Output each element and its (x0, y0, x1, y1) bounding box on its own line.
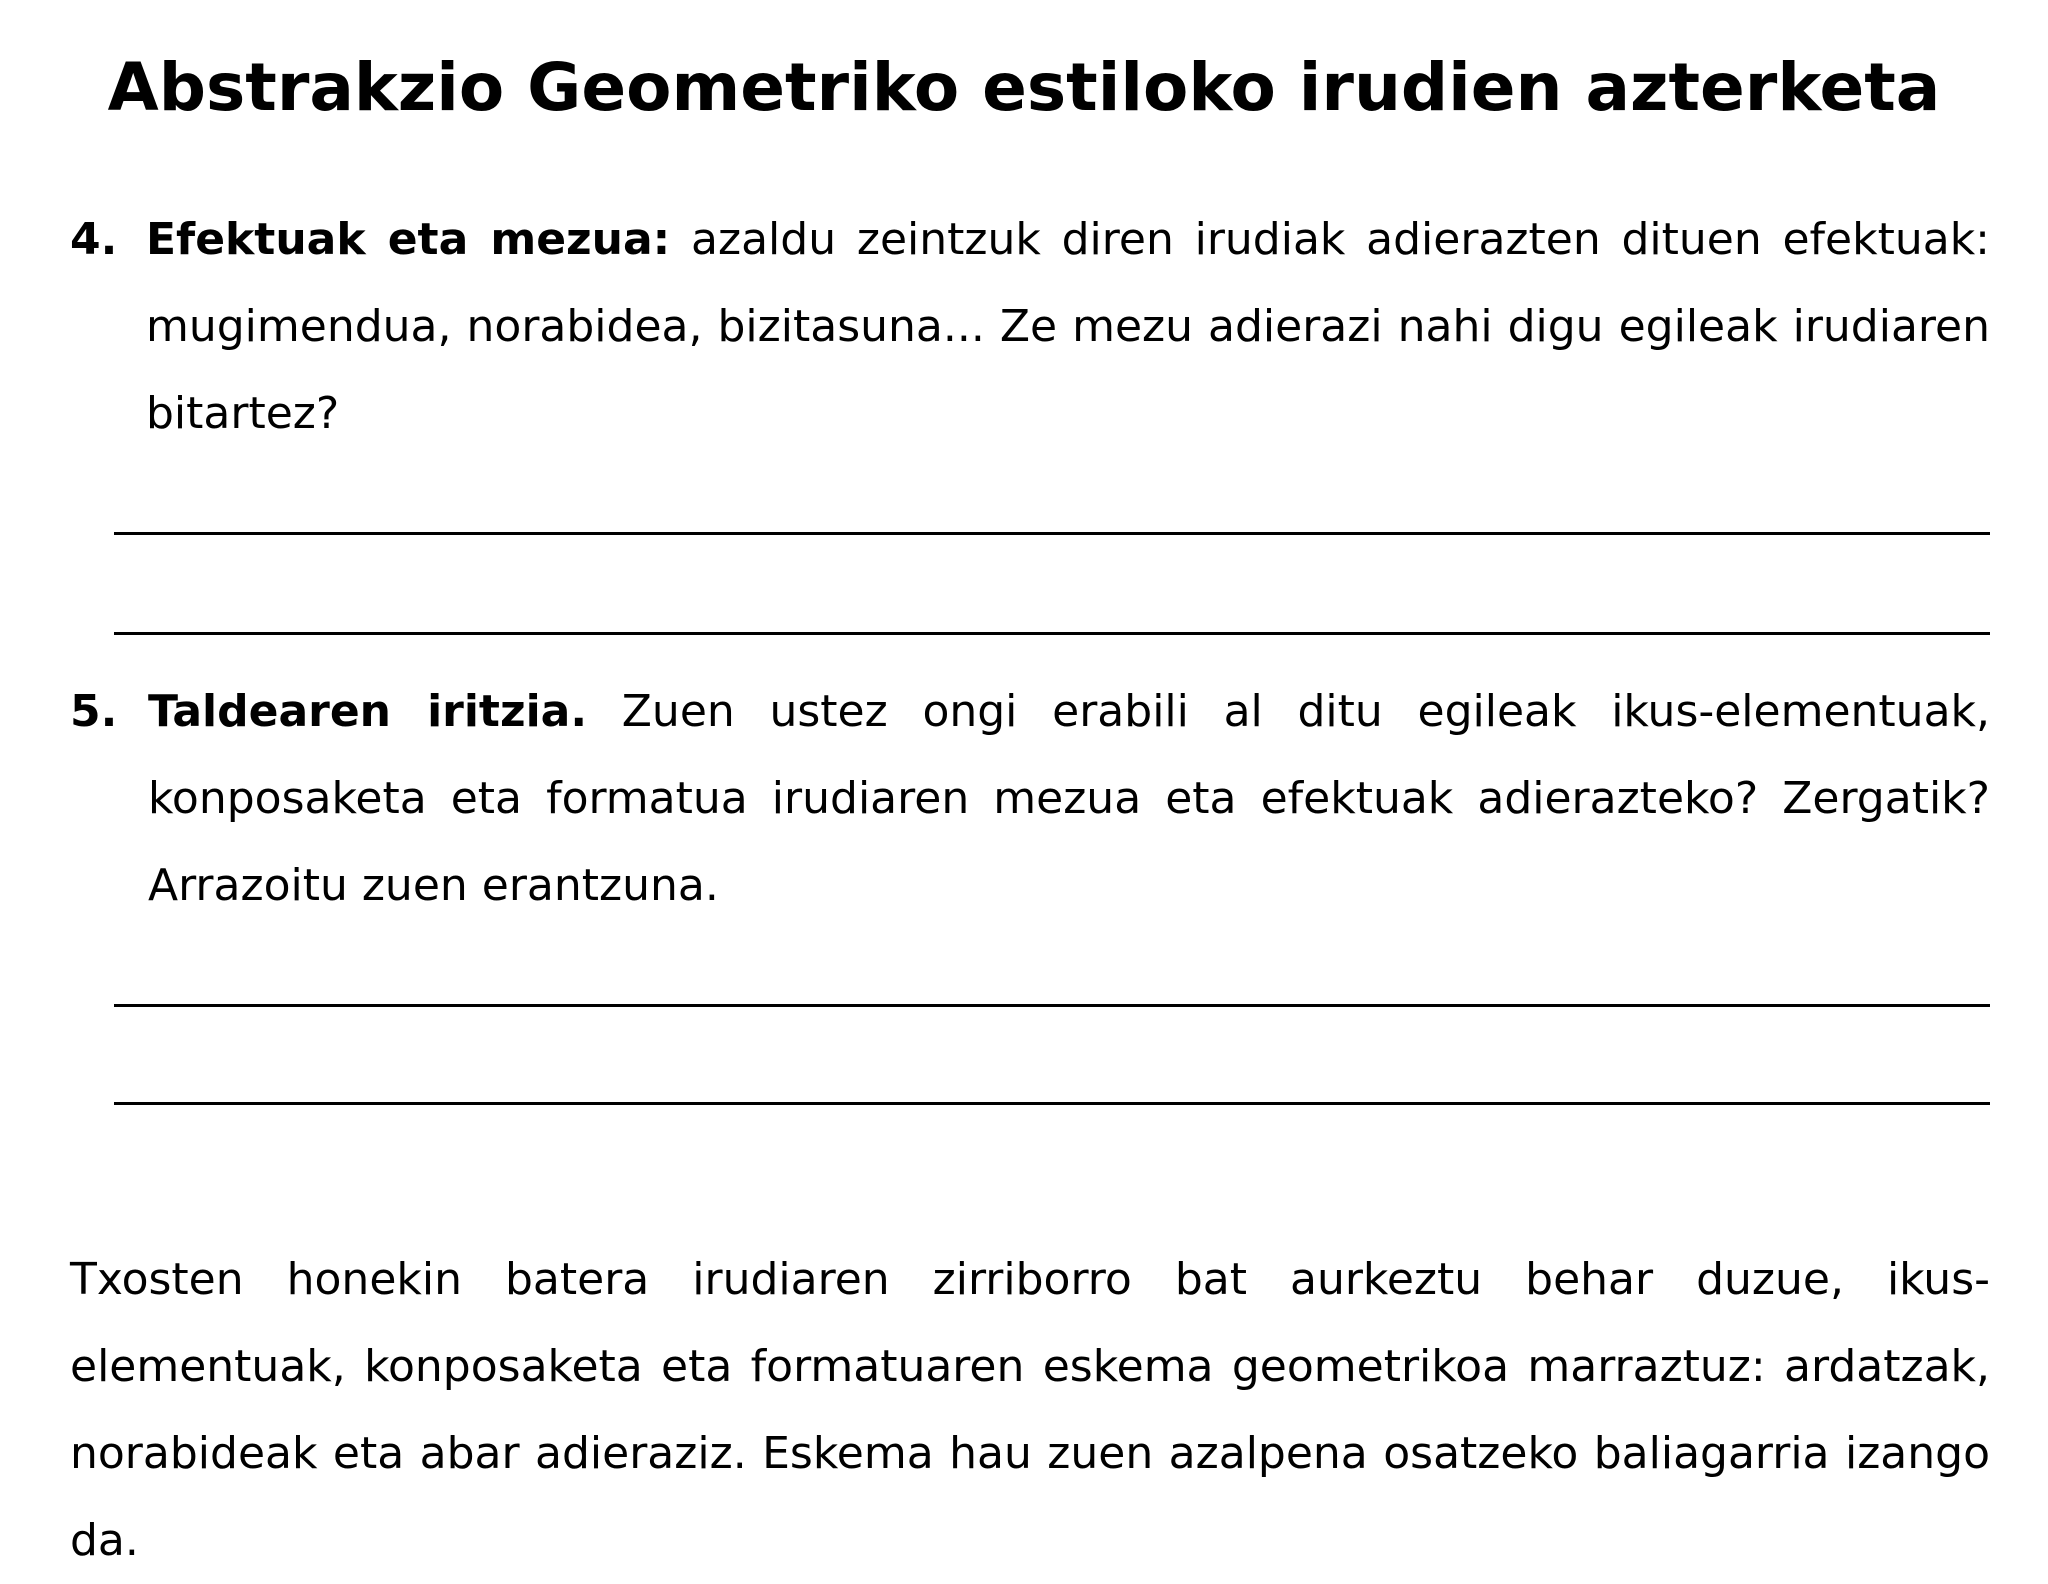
footer-instructions: Txosten honekin batera irudiaren zirriborro bat aurkeztu behar duzue, ikus-elementuak, konposaketa eta formatuaren eskema geometrikoa marraztuz: ardatzak, norabideak eta abar adieraziz. Eskema hau zuen azalpena osatzeko baliagarria izango da. (70, 1254, 1990, 1566)
question-number: 5. (70, 686, 118, 737)
question-number: 4. (70, 214, 118, 265)
question-5 (70, 668, 1990, 929)
question-text: Zuen ustez ongi erabili al ditu egileak ikus-elementuak, konposaketa eta formatua irudiaren mezua eta efektuak adierazteko? Zergatik? Arrazoitu zuen erantzuna. (148, 686, 1990, 911)
answer-line[interactable] (114, 532, 1990, 535)
question-text: azaldu zeintzuk diren irudiak adierazten dituen efektuak: mugimendua, norabidea, bizitasuna... Ze mezu adierazi nahi digu egileak irudiaren bitartez? (146, 214, 1990, 439)
question-body (146, 196, 1990, 457)
question-heading: Taldearen iritzia. (148, 686, 588, 737)
question-4 (70, 196, 1990, 457)
page-title: Abstrakzio Geometriko estiloko irudien azterketa (107, 49, 1941, 126)
question-heading: Efektuak eta mezua: (146, 214, 671, 265)
answer-line[interactable] (114, 1102, 1990, 1105)
question-body (148, 668, 1990, 929)
answer-line[interactable] (114, 632, 1990, 635)
answer-line[interactable] (114, 1004, 1990, 1007)
